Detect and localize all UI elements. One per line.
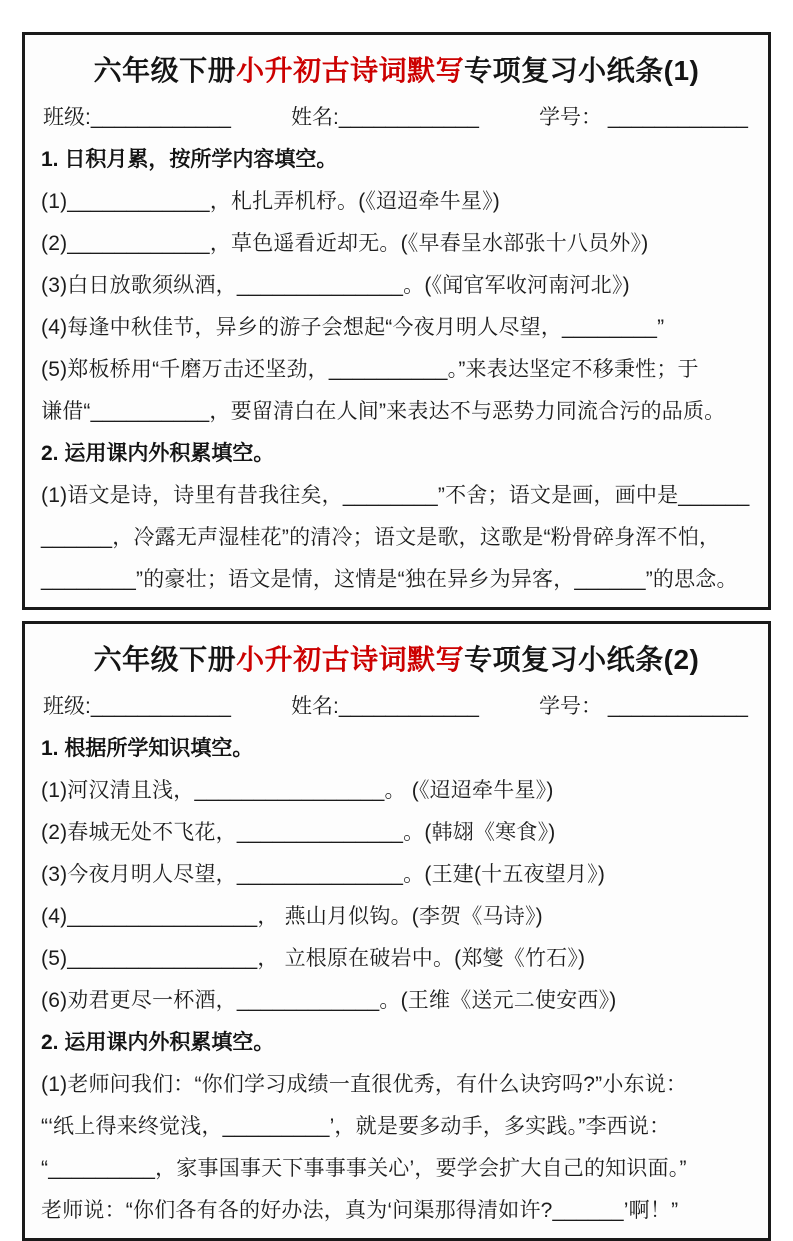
card-1-student-info-row bbox=[43, 101, 748, 131]
card-1-s2-question-1-continued-b: ________”的豪壮；语文是情，这情是“独在异乡为异客，______”的思念。 bbox=[41, 568, 738, 591]
class-field: 班级:____________ bbox=[43, 695, 231, 718]
card-1-section-2-heading: 2. 运用课内外积累填空。 bbox=[41, 442, 275, 465]
card-1-section-1-heading: 1. 日积月累，按所学内容填空。 bbox=[41, 148, 338, 171]
card-2-s1-question-2: (2)春城无处不飞花，______________。(韩翃《寒食》) bbox=[41, 821, 556, 844]
card-1-s1-question-3: (3)白日放歌须纵酒，______________。(《闻官军收河南河北》) bbox=[41, 274, 630, 297]
name-field: 姓名:____________ bbox=[291, 106, 479, 129]
student-id-field: 学号： ____________ bbox=[539, 106, 748, 129]
card-1-title-highlight: 小升初古诗词默写 bbox=[236, 55, 465, 86]
card-2-title bbox=[41, 638, 752, 678]
card-2-title-prefix: 六年级下册 bbox=[93, 644, 237, 675]
name-field: 姓名:____________ bbox=[291, 695, 479, 718]
card-1-s1-question-5-continued: 谦借“__________，要留清白在人间”来表达不与恶势力同流合污的品质。 bbox=[41, 400, 726, 423]
card-2-section-1-heading: 1. 根据所学知识填空。 bbox=[41, 737, 254, 760]
card-1-s1-question-2: (2)____________，草色遥看近却无。(《早春呈水部张十八员外》) bbox=[41, 232, 649, 255]
card-1-title-suffix: 专项复习小纸条(1) bbox=[464, 55, 700, 86]
card-1-s2-question-1-continued-a: ______，冷露无声湿桂花”的清冷；语文是歌，这歌是“粉骨碎身浑不怕， bbox=[41, 526, 721, 549]
card-2-s2-question-1-continued-a: “‘纸上得来终觉浅，_________’，就是要多动手，多实践。”李西说： bbox=[41, 1115, 671, 1138]
card-1-s1-question-5: (5)郑板桥用“千磨万击还坚劲，__________。”来表达坚定不移秉性；于 bbox=[41, 358, 699, 381]
card-2-title-suffix: 专项复习小纸条(2) bbox=[464, 644, 700, 675]
card-2-s1-question-6: (6)劝君更尽一杯酒，____________。(王维《送元二使安西》) bbox=[41, 989, 617, 1012]
card-2-title-highlight: 小升初古诗词默写 bbox=[236, 644, 465, 675]
card-2-s1-question-4: (4)________________， 燕山月似钩。(李贺《马诗》) bbox=[41, 905, 543, 928]
card-2-s1-question-5: (5)________________， 立根原在破岩中。(郑燮《竹石》) bbox=[41, 947, 586, 970]
card-1-s1-question-1: (1)____________，札扎弄机杼。(《迢迢牵牛星》) bbox=[41, 190, 501, 213]
card-2-s2-question-1-continued-c: 老师说：“你们各有各的好办法，真为‘问渠那得清如许?______’啊！” bbox=[41, 1199, 679, 1222]
card-2-s1-question-1: (1)河汉清且浅，________________。 (《迢迢牵牛星》) bbox=[41, 779, 554, 802]
class-field: 班级:____________ bbox=[43, 106, 231, 129]
card-2-s1-question-3: (3)今夜月明人尽望，______________。(王建(十五夜望月》) bbox=[41, 863, 606, 886]
card-2-s2-question-1: (1)老师问我们：“你们学习成绩一直很优秀，有什么诀窍吗?”小东说： bbox=[41, 1073, 688, 1096]
card-1-title-prefix: 六年级下册 bbox=[93, 55, 237, 86]
card-2-s2-question-1-continued-b: “_________，家事国事天下事事事关心’，要学会扩大自己的知识面。” bbox=[41, 1157, 687, 1180]
worksheet-card-2 bbox=[22, 621, 771, 1241]
card-1-s2-question-1: (1)语文是诗，诗里有昔我往矣，________”不舍；语文是画，画中是______ bbox=[41, 484, 750, 507]
card-1-title bbox=[41, 49, 752, 89]
card-1-s1-question-4: (4)每逢中秋佳节，异乡的游子会想起“今夜月明人尽望，________” bbox=[41, 316, 665, 339]
student-id-field: 学号： ____________ bbox=[539, 695, 748, 718]
card-2-student-info-row bbox=[43, 690, 748, 720]
worksheet-card-1 bbox=[22, 32, 771, 610]
card-2-section-2-heading: 2. 运用课内外积累填空。 bbox=[41, 1031, 275, 1054]
